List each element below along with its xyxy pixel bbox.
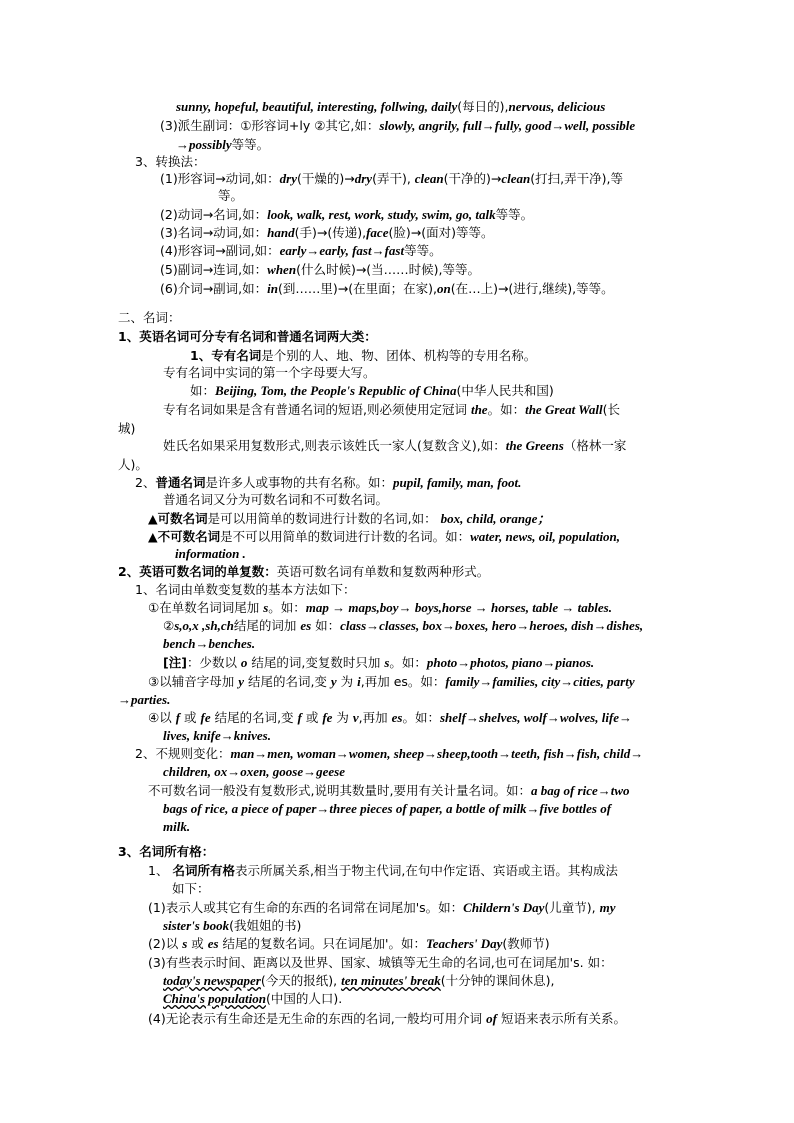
- text-segment: (打扫,弄干净),等: [530, 171, 623, 186]
- text-segment: 3、转换法：: [135, 154, 206, 169]
- text-segment: ,再加: [358, 710, 392, 725]
- text-line: [118, 456, 148, 474]
- text-segment: (我姐姐的书): [229, 918, 302, 933]
- english-example: today's newspaper: [163, 973, 261, 988]
- text-segment: 结尾的词加: [233, 618, 301, 633]
- text-segment: ①在单数名词词尾加: [148, 600, 264, 615]
- text-line: [118, 843, 214, 861]
- text-segment: 英语可数名词有单数和复数两种形式。: [276, 564, 490, 579]
- bold-term: 1、专有名词: [190, 348, 262, 363]
- english-example: s: [384, 655, 390, 670]
- text-segment: (今天的报纸),: [260, 973, 342, 988]
- text-segment: (6)介词→副词,如：: [160, 281, 268, 296]
- english-example: information .: [175, 546, 246, 561]
- text-line: [148, 1010, 626, 1028]
- english-example: hand: [267, 225, 295, 240]
- bold-term: 1、英语名词可分专有名词和普通名词两大类：: [118, 329, 377, 344]
- text-segment: 二、名词：: [118, 310, 181, 325]
- english-example: es: [391, 710, 403, 725]
- english-example: pupil, family, man, foot.: [392, 475, 522, 490]
- text-segment: 结尾的名词,变: [210, 710, 298, 725]
- text-segment: ：少数以: [186, 655, 241, 670]
- text-segment: 等。: [218, 188, 244, 203]
- text-line: [160, 170, 623, 188]
- text-segment: 是个别的人、地、物、团体、机构等的专用名称。: [261, 348, 537, 363]
- english-example: my: [599, 900, 616, 915]
- english-example: es: [300, 618, 312, 633]
- text-segment: 人)。: [118, 457, 148, 472]
- text-segment: 等等。: [231, 137, 270, 152]
- text-segment: 普通名词又分为可数名词和不可数名词。: [163, 492, 389, 507]
- english-example: the: [470, 402, 488, 417]
- english-example: man→men, woman→women, sheep→sheep,tooth→teeth, fish→fish, child→: [230, 746, 644, 761]
- english-example: o: [240, 655, 248, 670]
- english-example: look, walk, rest, work, study, swim, go, talk: [267, 207, 496, 222]
- text-segment: (脸)→(面对)等等。: [388, 225, 494, 240]
- text-line: [160, 280, 614, 298]
- bold-term: 普通名词: [155, 475, 206, 490]
- text-segment: 或: [180, 710, 201, 725]
- text-segment: ③以辅音字母加: [148, 674, 239, 689]
- text-line: [148, 954, 613, 972]
- bold-term: 名词所有格: [172, 863, 235, 878]
- text-line: [176, 136, 269, 154]
- text-segment: (3)派生副词：①形容词+ly ②其它,如：: [160, 118, 380, 133]
- english-example: slowly, angrily, full→fully, good→well, possible: [379, 118, 636, 133]
- english-example: →parties.: [118, 692, 171, 707]
- text-segment: 等等。: [495, 207, 534, 222]
- text-line: [148, 599, 612, 617]
- english-example: early→early, fast→fast: [279, 243, 405, 258]
- text-line: [118, 563, 489, 581]
- text-line: [190, 347, 536, 365]
- text-line: [163, 818, 190, 836]
- text-segment: (3)名词→动词,如：: [160, 225, 268, 240]
- english-example: map → maps,boy→ boys,horse → horses, table → tables.: [305, 600, 612, 615]
- text-line: [163, 727, 271, 745]
- text-line: [163, 972, 555, 990]
- bold-term: [注]: [163, 655, 187, 670]
- text-segment: 专有名词如果是含有普通名词的短语,则必须使用定冠词: [163, 402, 471, 417]
- text-line: [163, 401, 620, 419]
- text-segment: 结尾的复数名词。只在词尾加'。如：: [218, 936, 426, 951]
- text-segment: 结尾的词,变复数时只加: [247, 655, 385, 670]
- text-segment: (到……里)→(在里面；在家),: [278, 281, 437, 296]
- english-example: bench→benches.: [163, 636, 256, 651]
- text-line: [172, 880, 210, 898]
- english-example: clean: [501, 171, 531, 186]
- text-segment: 不可数名词一般没有复数形式,说明其数量时,要用有关计量名词。如：: [148, 783, 531, 798]
- text-segment: 。如：: [487, 402, 526, 417]
- english-example: fe: [200, 710, 211, 725]
- english-example: nervous, delicious: [508, 99, 606, 114]
- text-line: [163, 917, 301, 935]
- text-segment: ④以: [148, 710, 176, 725]
- text-line: [148, 862, 618, 880]
- bold-term: ▲不可数名词: [148, 529, 221, 544]
- text-segment: 如下：: [172, 881, 210, 896]
- text-segment: 短语来表示所有关系。: [497, 1011, 626, 1026]
- text-segment: 表示所属关系,相当于物主代词,在句中作定语、宾语或主语。其构成法: [234, 863, 618, 878]
- english-example: lives, knife→knives.: [163, 728, 271, 743]
- english-example: v: [352, 710, 359, 725]
- english-example: f: [297, 710, 302, 725]
- text-segment: （格林一家: [563, 438, 627, 453]
- bold-term: 3、名词所有格：: [118, 844, 215, 859]
- text-line: [148, 709, 632, 727]
- text-segment: 2、: [135, 475, 156, 490]
- text-segment: (长: [602, 402, 621, 417]
- text-segment: 1、: [148, 863, 173, 878]
- english-example: y: [238, 674, 244, 689]
- english-example: bags of rice, a piece of paper→three pieces of paper, a bottle of milk→five bottles of: [163, 801, 612, 816]
- bold-term: ▲可数名词: [148, 511, 208, 526]
- english-example: f: [175, 710, 181, 725]
- english-example: s,o,x ,sh,ch: [174, 618, 234, 633]
- text-segment: 或: [301, 710, 323, 725]
- text-line: [176, 98, 605, 116]
- english-example: sister's book: [163, 918, 230, 933]
- text-line: [163, 437, 626, 455]
- english-example: in: [267, 281, 278, 296]
- text-segment: 是可以用简单的数词进行计数的名词,如：: [207, 511, 441, 526]
- text-segment: (2)动词→名词,如：: [160, 207, 268, 222]
- text-segment: 姓氏名如果采用复数形式,则表示该姓氏一家人(复数含义),如：: [163, 438, 506, 453]
- english-example: clean: [414, 171, 444, 186]
- text-segment: (干净的)→: [443, 171, 502, 186]
- text-line: [148, 528, 620, 546]
- text-segment: 专有名词中实词的第一个字母要大写。: [163, 365, 376, 380]
- english-example: dry: [354, 171, 373, 186]
- text-segment: 或: [187, 936, 208, 951]
- text-line: [118, 420, 135, 438]
- text-line: [135, 474, 521, 492]
- english-example: Beijing, Tom, the People's Republic of China: [215, 383, 457, 398]
- text-segment: (4)无论表示有生命还是无生命的东西的名词,一般均可用介词: [148, 1011, 487, 1026]
- text-segment: (1)表示人或其它有生命的东西的名词常在词尾加's。如：: [148, 900, 464, 915]
- text-segment: 城): [118, 421, 136, 436]
- text-segment: (5)副词→连词,如：: [160, 262, 268, 277]
- text-segment: ②: [163, 618, 175, 633]
- english-example: of: [486, 1011, 497, 1026]
- text-segment: 为: [332, 710, 353, 725]
- text-line: [160, 242, 442, 260]
- text-line: [163, 763, 345, 781]
- text-segment: 2、不规则变化：: [135, 746, 231, 761]
- english-example: ten minutes' break: [341, 973, 441, 988]
- bold-term: 2、英语可数名词的单复数：: [118, 564, 277, 579]
- english-example: the Great Wall: [525, 402, 603, 417]
- text-line: [135, 745, 643, 763]
- english-example: water, news, oil, population,: [470, 529, 621, 544]
- text-line: [148, 673, 635, 691]
- english-example: Teachers' Day: [425, 936, 503, 951]
- english-example: China's population: [163, 991, 266, 1006]
- english-example: face: [366, 225, 389, 240]
- text-line: [163, 654, 594, 672]
- text-line: [160, 224, 493, 242]
- english-example: dry: [279, 171, 297, 186]
- english-example: y: [330, 674, 337, 689]
- text-segment: 结尾的名词,变: [243, 674, 331, 689]
- text-segment: (什么时候)→(当……时候),等等。: [296, 262, 481, 277]
- english-example: on: [436, 281, 451, 296]
- text-line: [160, 206, 533, 224]
- text-segment: 。如：: [389, 655, 427, 670]
- text-segment: (教师节): [502, 936, 550, 951]
- english-example: family→families, city→cities, party: [445, 674, 635, 689]
- text-segment: (在…上)→(进行,继续),等等。: [450, 281, 614, 296]
- english-example: shelf→shelves, wolf→wolves, life→: [439, 710, 633, 725]
- english-example: →possibly: [176, 137, 232, 152]
- text-segment: 如：: [190, 383, 216, 398]
- text-line: [135, 581, 355, 599]
- text-segment: 是许多人或事物的共有名称。如：: [205, 475, 393, 490]
- english-example: class→classes, box→boxes, hero→heroes, dish→dishes,: [340, 618, 644, 633]
- english-example: milk.: [163, 819, 191, 834]
- english-example: when: [267, 262, 297, 277]
- text-line: [148, 935, 550, 953]
- text-segment: 。如：: [402, 710, 440, 725]
- english-example: a bag of rice→two: [530, 783, 630, 798]
- text-line: [163, 800, 611, 818]
- text-line: [163, 491, 388, 509]
- text-line: [160, 117, 635, 135]
- text-line: [190, 382, 554, 400]
- text-segment: 是不可以用简单的数词进行计数的名词。如：: [220, 529, 471, 544]
- english-example: box, child, orange；: [440, 511, 551, 526]
- text-segment: (4)形容词→副词,如：: [160, 243, 280, 258]
- text-segment: (弄干),: [372, 171, 415, 186]
- text-line: [148, 510, 550, 528]
- text-line: [118, 691, 170, 709]
- text-segment: (每日的),: [457, 99, 509, 114]
- english-example: photo→photos, piano→pianos.: [426, 655, 595, 670]
- english-example: sunny, hopeful, beautiful, interesting, follwing, daily: [176, 99, 458, 114]
- text-segment: 。如：: [268, 600, 306, 615]
- text-line: [160, 261, 480, 279]
- text-segment: 如：: [311, 618, 341, 633]
- english-example: s: [263, 600, 269, 615]
- text-segment: (中国的人口).: [265, 991, 343, 1006]
- text-segment: (儿童节),: [544, 900, 600, 915]
- english-example: i: [357, 674, 361, 689]
- text-line: [148, 899, 616, 917]
- text-line: [118, 309, 181, 327]
- text-segment: (1)形容词→动词,如：: [160, 171, 280, 186]
- text-line: [218, 187, 243, 205]
- text-segment: (十分钟的课间休息),: [440, 973, 555, 988]
- english-example: fe: [322, 710, 333, 725]
- text-segment: ,再加 es。如：: [360, 674, 446, 689]
- text-line: [163, 364, 376, 382]
- text-segment: (手)→(传递),: [294, 225, 367, 240]
- english-example: es: [207, 936, 219, 951]
- text-line: [163, 990, 342, 1008]
- text-segment: (2)以: [148, 936, 183, 951]
- text-segment: 等等。: [404, 243, 442, 258]
- english-example: children, ox→oxen, goose→geese: [163, 764, 345, 779]
- text-segment: (干燥的)→: [297, 171, 355, 186]
- text-line: [118, 328, 377, 346]
- text-segment: (中华人民共和国): [456, 383, 554, 398]
- text-segment: 为: [336, 674, 358, 689]
- text-line: [135, 153, 205, 171]
- text-line: [175, 545, 246, 563]
- text-segment: (3)有些表示时间、距离以及世界、国家、城镇等无生命的名词,也可在词尾加's. 如：: [148, 955, 613, 970]
- text-line: [148, 782, 630, 800]
- english-example: the Greens: [505, 438, 564, 453]
- english-example: Childern's Day: [463, 900, 545, 915]
- text-line: [163, 635, 255, 653]
- text-line: [163, 617, 643, 635]
- english-example: s: [182, 936, 188, 951]
- text-segment: 1、名词由单数变复数的基本方法如下：: [135, 582, 356, 597]
